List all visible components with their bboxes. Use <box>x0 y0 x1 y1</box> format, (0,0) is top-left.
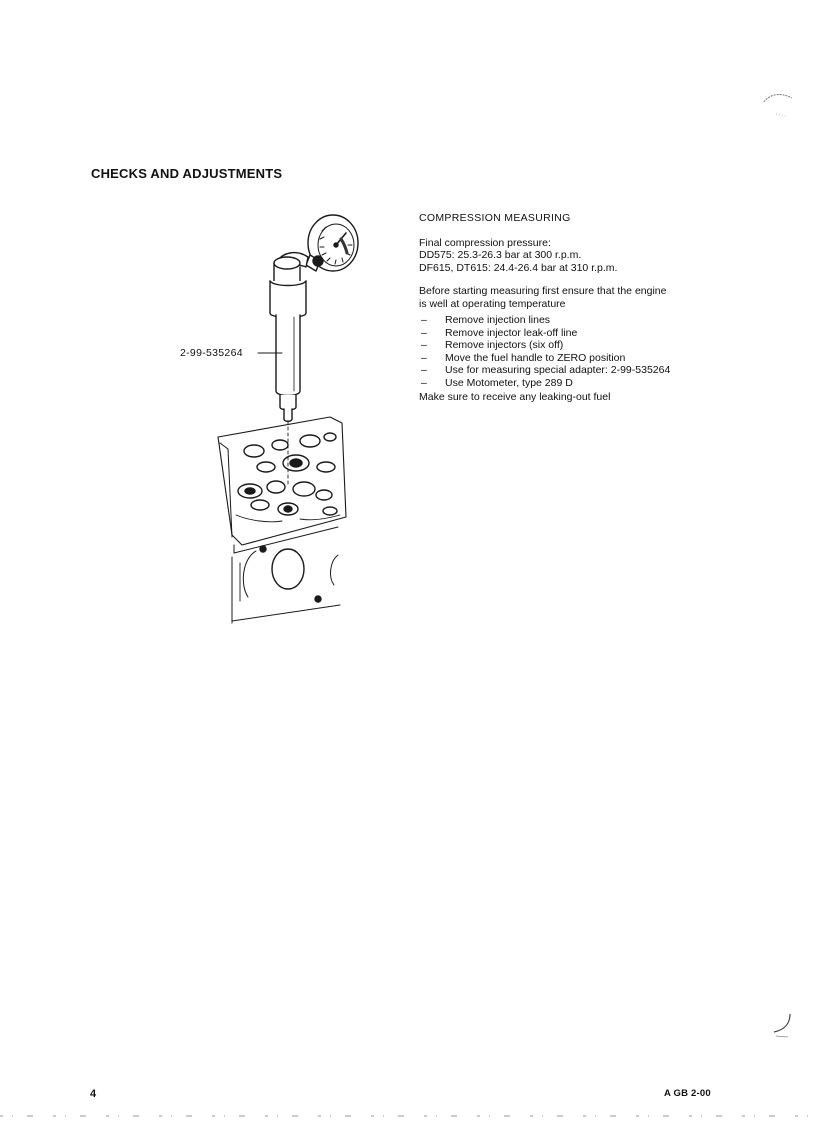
step-text: Use Motometer, type 289 D <box>445 376 573 389</box>
step-text: Remove injection lines <box>445 314 551 326</box>
step-text: Remove injectors (six off) <box>445 339 564 351</box>
intro-line: is well at operating temperature <box>419 297 566 310</box>
list-item <box>419 339 739 352</box>
document-code: A GB 2-00 <box>664 1088 711 1099</box>
intro-block <box>419 285 739 310</box>
compression-text-column <box>419 212 739 404</box>
step-text: Move the fuel handle to ZERO position <box>445 351 626 364</box>
dash-bullet: – <box>421 351 427 364</box>
dash-bullet: – <box>421 364 427 376</box>
page-number: 4 <box>90 1088 97 1100</box>
list-item <box>419 352 739 365</box>
section-title: CHECKS AND ADJUSTMENTS <box>91 166 283 181</box>
adapter-callout-label: 2-99-535264 <box>180 347 243 359</box>
pressure-spec-block <box>419 237 739 275</box>
scan-edge-artifact <box>0 1112 816 1120</box>
dash-bullet: – <box>421 314 427 326</box>
dash-bullet: – <box>421 326 427 339</box>
scan-artifact-mark <box>770 1010 796 1040</box>
list-item <box>419 314 739 327</box>
list-item <box>419 364 739 377</box>
list-item <box>419 377 739 390</box>
dash-bullet: – <box>421 339 427 351</box>
intro-line: Before starting measuring first ensure that the engine <box>419 285 667 297</box>
pressure-line-df615-dt615: DF615, DT615: 24.4-26.4 bar at 310 r.p.m. <box>419 261 618 274</box>
compression-measuring-title: COMPRESSION MEASURING <box>419 212 571 224</box>
step-text: Remove injector leak-off line <box>445 326 578 339</box>
pressure-heading: Final compression pressure: <box>419 236 551 249</box>
procedure-steps-list <box>419 314 739 389</box>
dash-bullet: – <box>421 376 427 389</box>
leaking-fuel-note: Make sure to receive any leaking-out fuel <box>419 391 611 403</box>
scan-artifact-mark <box>762 88 798 118</box>
gauge-adapter-drawing <box>170 205 370 635</box>
compression-gauge-illustration <box>170 205 370 635</box>
list-item <box>419 327 739 340</box>
step-text: Use for measuring special adapter: 2-99-535264 <box>445 364 671 376</box>
pressure-line-dd575: DD575: 25.3-26.3 bar at 300 r.p.m. <box>419 249 582 261</box>
